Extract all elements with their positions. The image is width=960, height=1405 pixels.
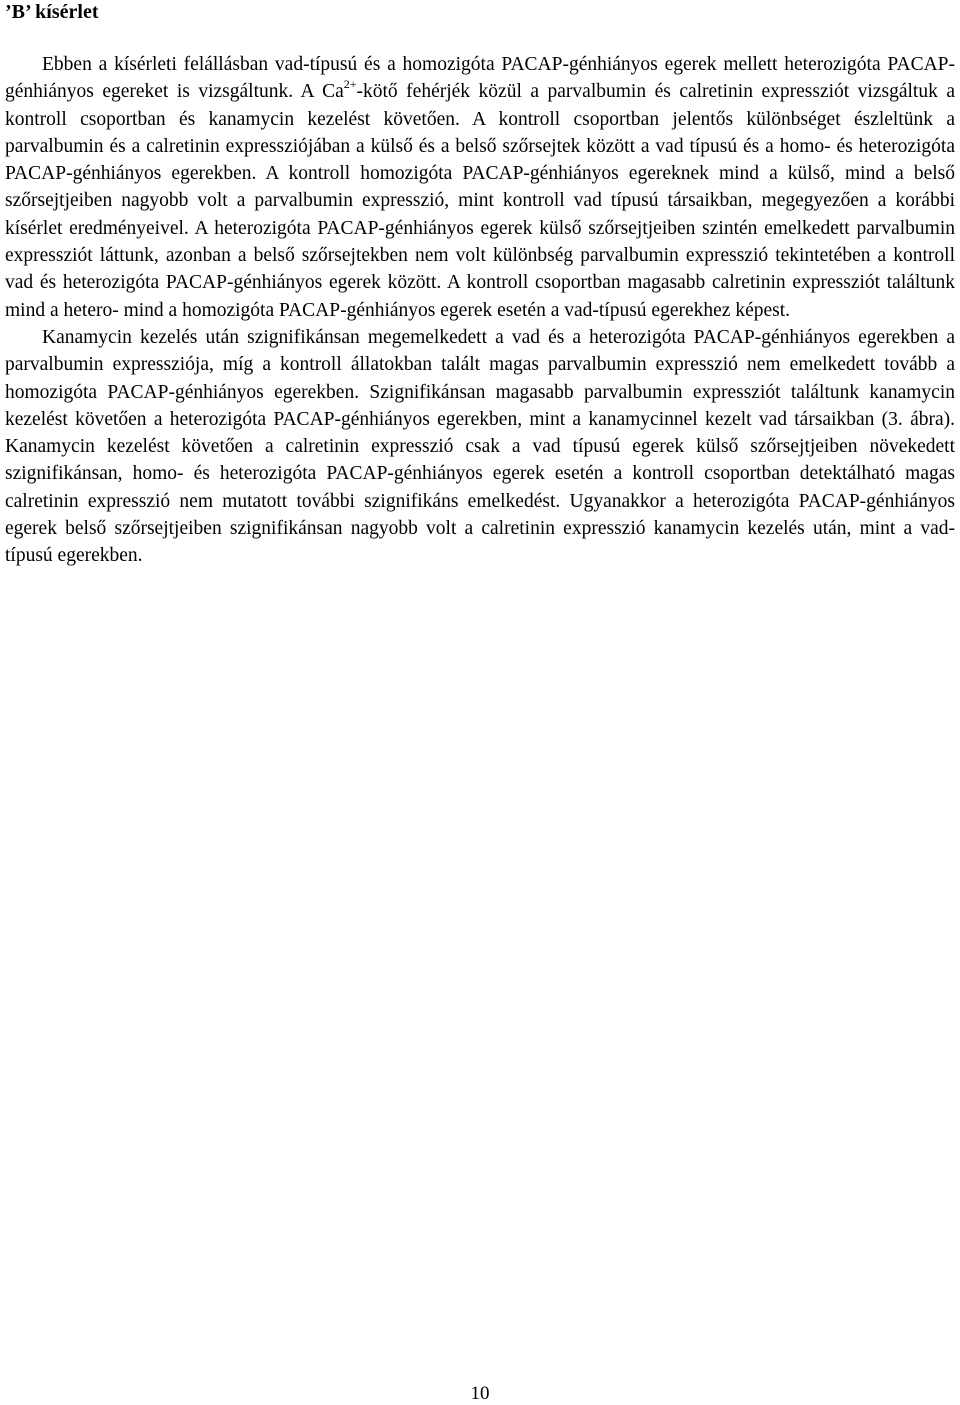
- paragraph-1: [5, 51, 955, 324]
- page-number: 10: [470, 1383, 490, 1404]
- paragraph-1-text-start: Ebben a kísérleti felállásban vad-típusú és a homozigóta PACAP-génhiányos egerek mellett heterozigóta PACAP-génhiányos egereket is vizsgáltunk. A Ca: [5, 54, 955, 103]
- section-heading: ’B’ kísérlet: [5, 1, 99, 23]
- calcium-charge-superscript: 2+: [343, 77, 357, 92]
- paragraph-2: Kanamycin kezelés után szignifikánsan megemelkedett a vad és a heterozigóta PACAP-génhiányos egerekben a parvalbumin expressziója, míg a kontroll állatokban talált magas parvalbumin expresszió nem emelkedett tovább a homozigóta PACAP-génhiányos egerekben. Szignifikánsan magasabb parvalbumin expressziót találtunk kanamycin kezelést követően a heterozigóta PACAP-génhiányos egerekben, mint a kanamycinnel kezelt vad társaikban (3. ábra). Kanamycin kezelést követően a calretinin expresszió csak a vad típusú egerek külső szőrsejtjeiben növekedett szignifikánsan, homo- és heterozigóta PACAP-génhiányos egerek esetén a kontroll csoportban detektálható magas calretinin expresszió nem mutatott további szignifikáns emelkedést. Ugyanakkor a heterozigóta PACAP-génhiányos egerek belső szőrsejtjeiben szignifikánsan nagyobb volt a calretinin expresszió kanamycin kezelés után, mint a vad-típusú egerekben.: [5, 326, 955, 567]
- document-page: [5, 0, 955, 570]
- paragraph-1-text-rest: -kötő fehérjék közül a parvalbumin és calretinin expressziót vizsgáltuk a kontroll csoportban és kanamycin kezelést követően. A kontroll csoportban jelentős különbséget észleltünk a parvalbumin és a calretinin expressziójában a külső és a belső szőrsejtek között a vad típusú és a homo- és heterozigóta PACAP-génhiányos egerekben. A kontroll homozigóta PACAP-génhiányos egereknek mind a külső, mind a belső szőrsejtjeiben nagyobb volt a parvalbumin expresszió, mint kontroll vad típusú társaikban, megegyezően a korábbi kísérlet eredményeivel. A heterozigóta PACAP-génhiányos egerek külső szőrsejtjeiben szintén emelkedett parvalbumin expressziót láttunk, azonban a belső szőrsejtekben nem volt különbség parvalbumin expresszió tekintetében a kontroll vad és heterozigóta PACAP-génhiányos egerek között. A kontroll csoportban magasabb calretinin expressziót találtunk mind a hetero- mind a homozigóta PACAP-génhiányos egerek esetén a vad-típusú egerekhez képest.: [5, 81, 955, 321]
